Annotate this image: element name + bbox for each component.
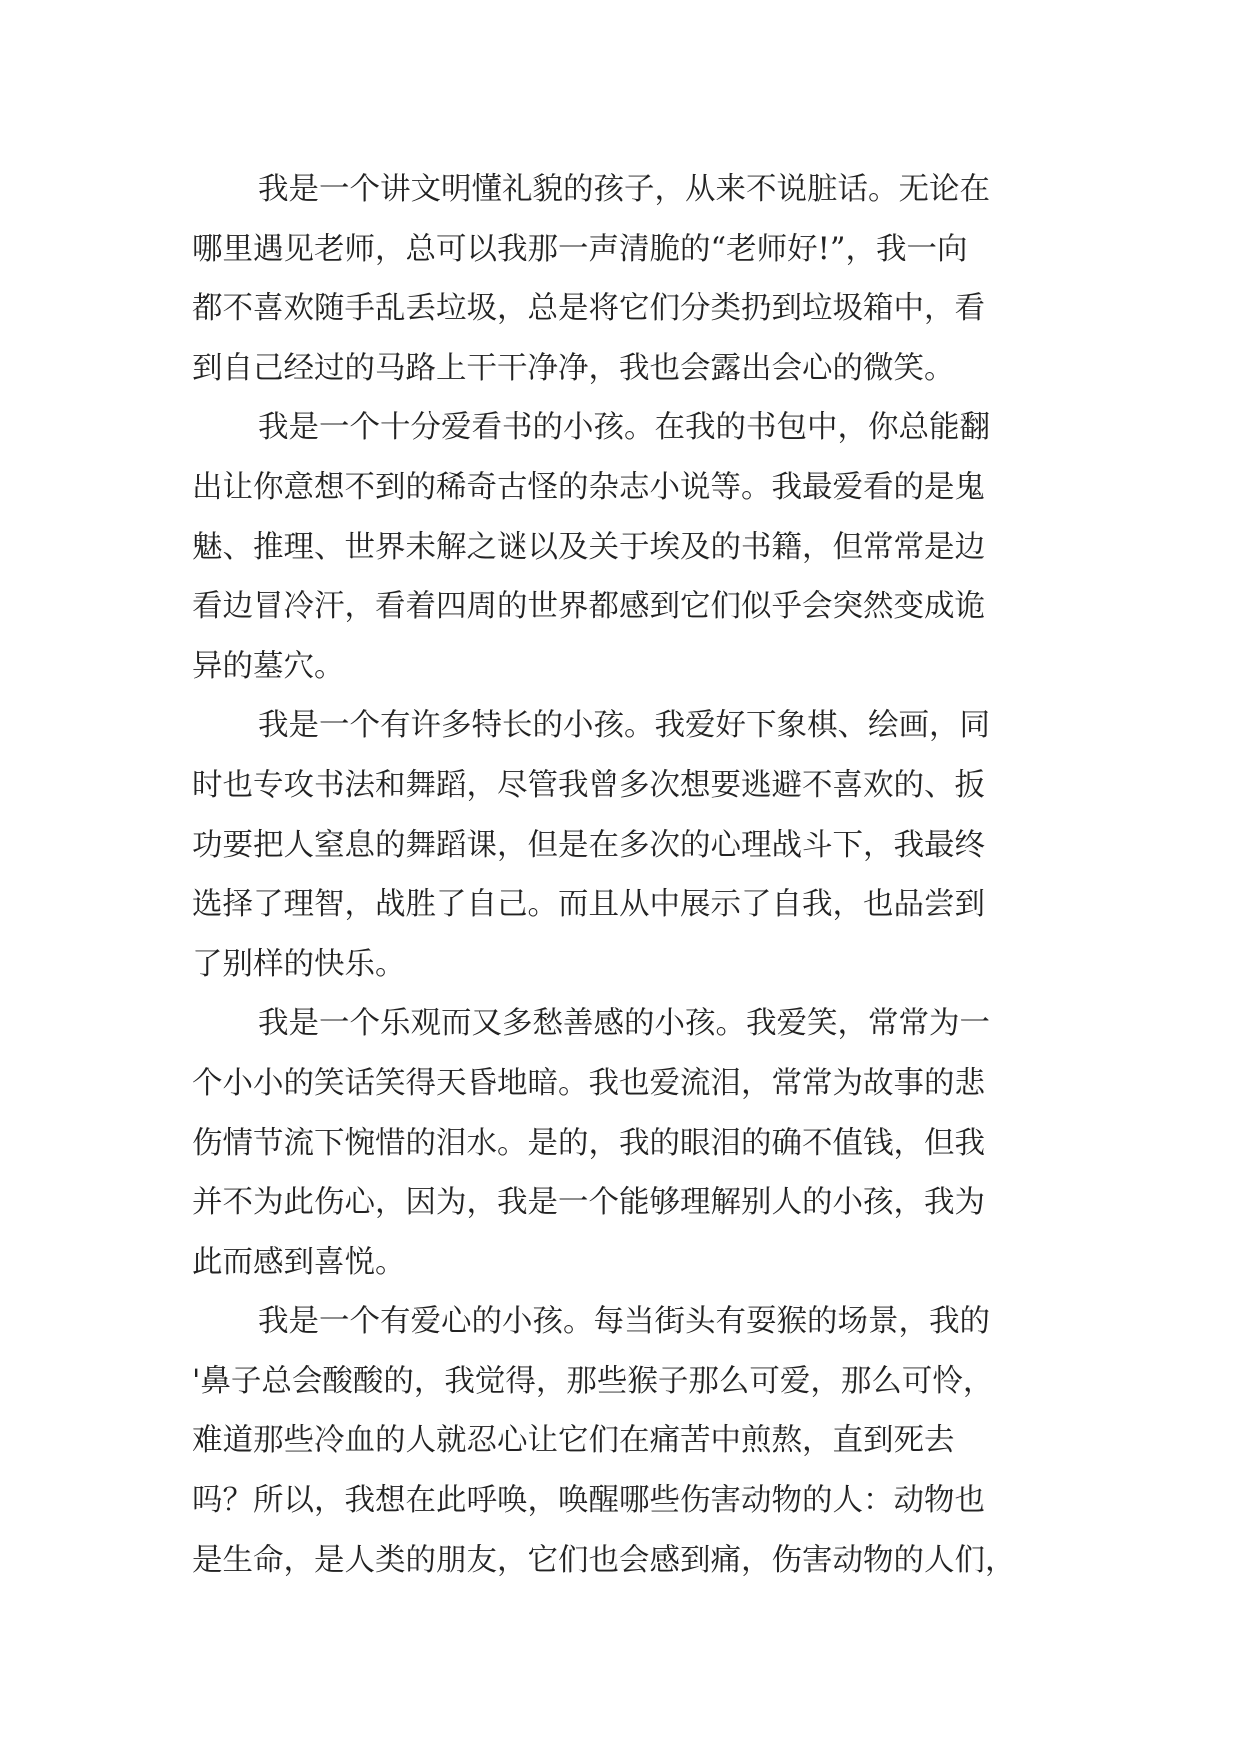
text-line: 吗？所以，我想在此呼唤，唤醒哪些伤害动物的人：动物也 xyxy=(192,1483,985,1519)
text-line: 并不为此伤心，因为，我是一个能够理解别人的小孩，我为 xyxy=(192,1185,985,1221)
paragraph-3 xyxy=(192,696,1057,994)
text-line: 此而感到喜悦。 xyxy=(192,1244,406,1280)
text-line: 异的墓穴。 xyxy=(192,648,345,684)
text-line: 难道那些冷血的人就忍心让它们在痛苦中煎熬，直到死去 xyxy=(192,1423,955,1459)
text-line: 我是一个讲文明懂礼貌的孩子，从来不说脏话。无论在 xyxy=(258,172,990,207)
text-line: 了别样的快乐。 xyxy=(192,946,406,982)
text-line: 都不喜欢随手乱丢垃圾，总是将它们分类扔到垃圾箱中，看 xyxy=(192,291,985,327)
text-line: 个小小的笑话笑得天昏地暗。我也爱流泪，常常为故事的悲 xyxy=(192,1065,985,1101)
text-line: 我是一个有许多特长的小孩。我爱好下象棋、绘画，同 xyxy=(258,708,990,744)
text-line: 出让你意想不到的稀奇古怪的杂志小说等。我最爱看的是鬼 xyxy=(192,469,985,505)
text-line: 功要把人窒息的舞蹈课，但是在多次的心理战斗下，我最终 xyxy=(192,827,985,863)
text-line: 是生命，是人类的朋友，它们也会感到痛，伤害动物的人们， xyxy=(192,1542,1016,1578)
text-line: 我是一个有爱心的小孩。每当街头有耍猴的场景，我的 xyxy=(258,1304,990,1340)
text-line: '鼻子总会酸酸的，我觉得，那些猴子那么可爱，那么可怜， xyxy=(192,1363,994,1399)
paragraph-4 xyxy=(192,994,1057,1292)
text-line: 哪里遇见老师，总可以我那一声清脆的“老师好!”，我一向 xyxy=(192,231,968,267)
body-text xyxy=(192,160,1057,1590)
paragraph-5 xyxy=(192,1292,1057,1590)
text-line: 到自己经过的马路上干干净净，我也会露出会心的微笑。 xyxy=(192,350,955,386)
paragraph-1 xyxy=(192,160,1057,398)
text-line: 魅、推理、世界未解之谜以及关于埃及的书籍，但常常是边 xyxy=(192,529,985,565)
text-line: 伤情节流下惋惜的泪水。是的，我的眼泪的确不值钱，但我 xyxy=(192,1125,985,1161)
text-line: 选择了理智，战胜了自己。而且从中展示了自我，也品尝到 xyxy=(192,887,985,923)
paragraph-2 xyxy=(192,398,1057,696)
text-line: 看边冒冷汗，看着四周的世界都感到它们似乎会突然变成诡 xyxy=(192,589,985,625)
text-line: 我是一个乐观而又多愁善感的小孩。我爱笑，常常为一 xyxy=(258,1006,990,1042)
text-line: 时也专攻书法和舞蹈，尽管我曾多次想要逃避不喜欢的、扳 xyxy=(192,767,985,803)
text-line: 我是一个十分爱看书的小孩。在我的书包中，你总能翻 xyxy=(258,410,990,446)
